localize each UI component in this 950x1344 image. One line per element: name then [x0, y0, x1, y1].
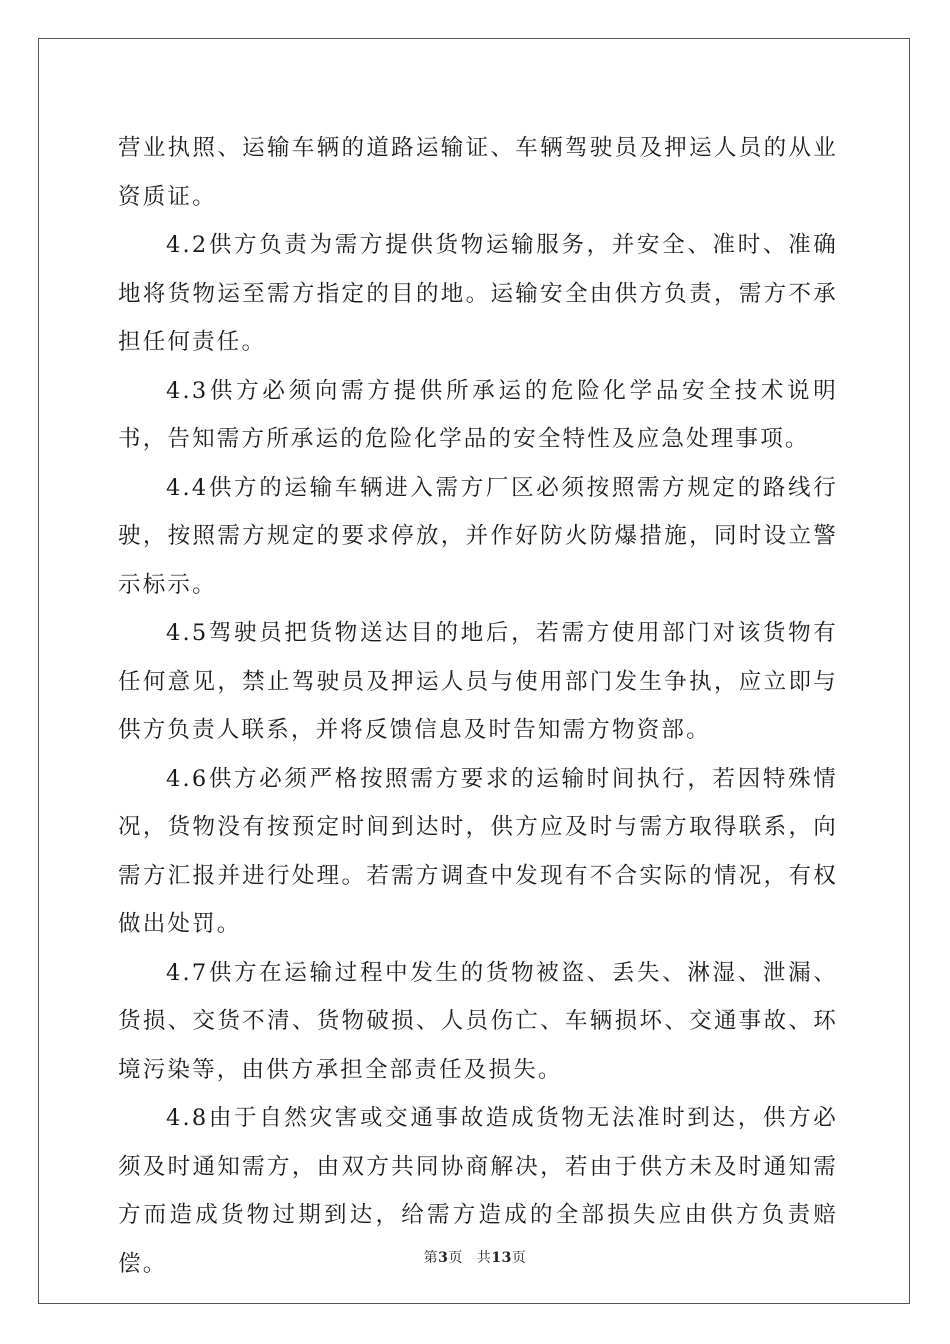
page-current: 3 [438, 1250, 449, 1266]
document-body [118, 124, 838, 1288]
page-total: 13 [491, 1250, 512, 1266]
total-suffix: 页 [511, 1250, 527, 1266]
page-suffix: 页 [448, 1250, 463, 1266]
page-footer [0, 1247, 950, 1267]
paragraph-4-3: 4.3供方必须向需方提供所承运的危险化学品安全技术说明书，告知需方所承运的危险化学品的安全特性及应急处理事项。 [118, 377, 838, 452]
paragraph-4-7: 4.7供方在运输过程中发生的货物被盗、丢失、淋湿、泄漏、货损、交货不清、货物破损、人员伤亡、车辆损坏、交通事故、环境污染等，由供方承担全部责任及损失。 [118, 959, 838, 1083]
total-prefix: 共 [476, 1250, 492, 1266]
page-prefix: 第 [423, 1250, 439, 1266]
paragraph-4-2: 4.2供方负责为需方提供货物运输服务，并安全、准时、准确地将货物运至需方指定的目的地。运输安全由供方负责，需方不承担任何责任。 [118, 232, 838, 355]
paragraph-4-8: 4.8由于自然灾害或交通事故造成货物无法准时到达，供方必须及时通知需方，由双方共同协商解决，若由于供方未及时通知需方而造成货物过期到达，给需方造成的全部损失应由供方负责赔偿。 [118, 1105, 838, 1277]
paragraph-4-4: 4.4供方的运输车辆进入需方厂区必须按照需方规定的路线行驶，按照需方规定的要求停放，并作好防火防爆措施，同时设立警示标示。 [118, 474, 838, 598]
paragraph-4-6: 4.6供方必须严格按照需方要求的运输时间执行，若因特殊情况，货物没有按预定时间到达时，供方应及时与需方取得联系，向需方汇报并进行处理。若需方调查中发现有不合实际的情况，有权做出处罚。 [118, 765, 838, 937]
paragraph-4-5: 4.5驾驶员把货物送达目的地后，若需方使用部门对该货物有任何意见，禁止驾驶员及押运人员与使用部门发生争执，应立即与供方负责人联系，并将反馈信息及时告知需方物资部。 [118, 620, 838, 743]
paragraph-continued: 营业执照、运输车辆的道路运输证、车辆驾驶员及押运人员的从业资质证。 [118, 135, 838, 210]
